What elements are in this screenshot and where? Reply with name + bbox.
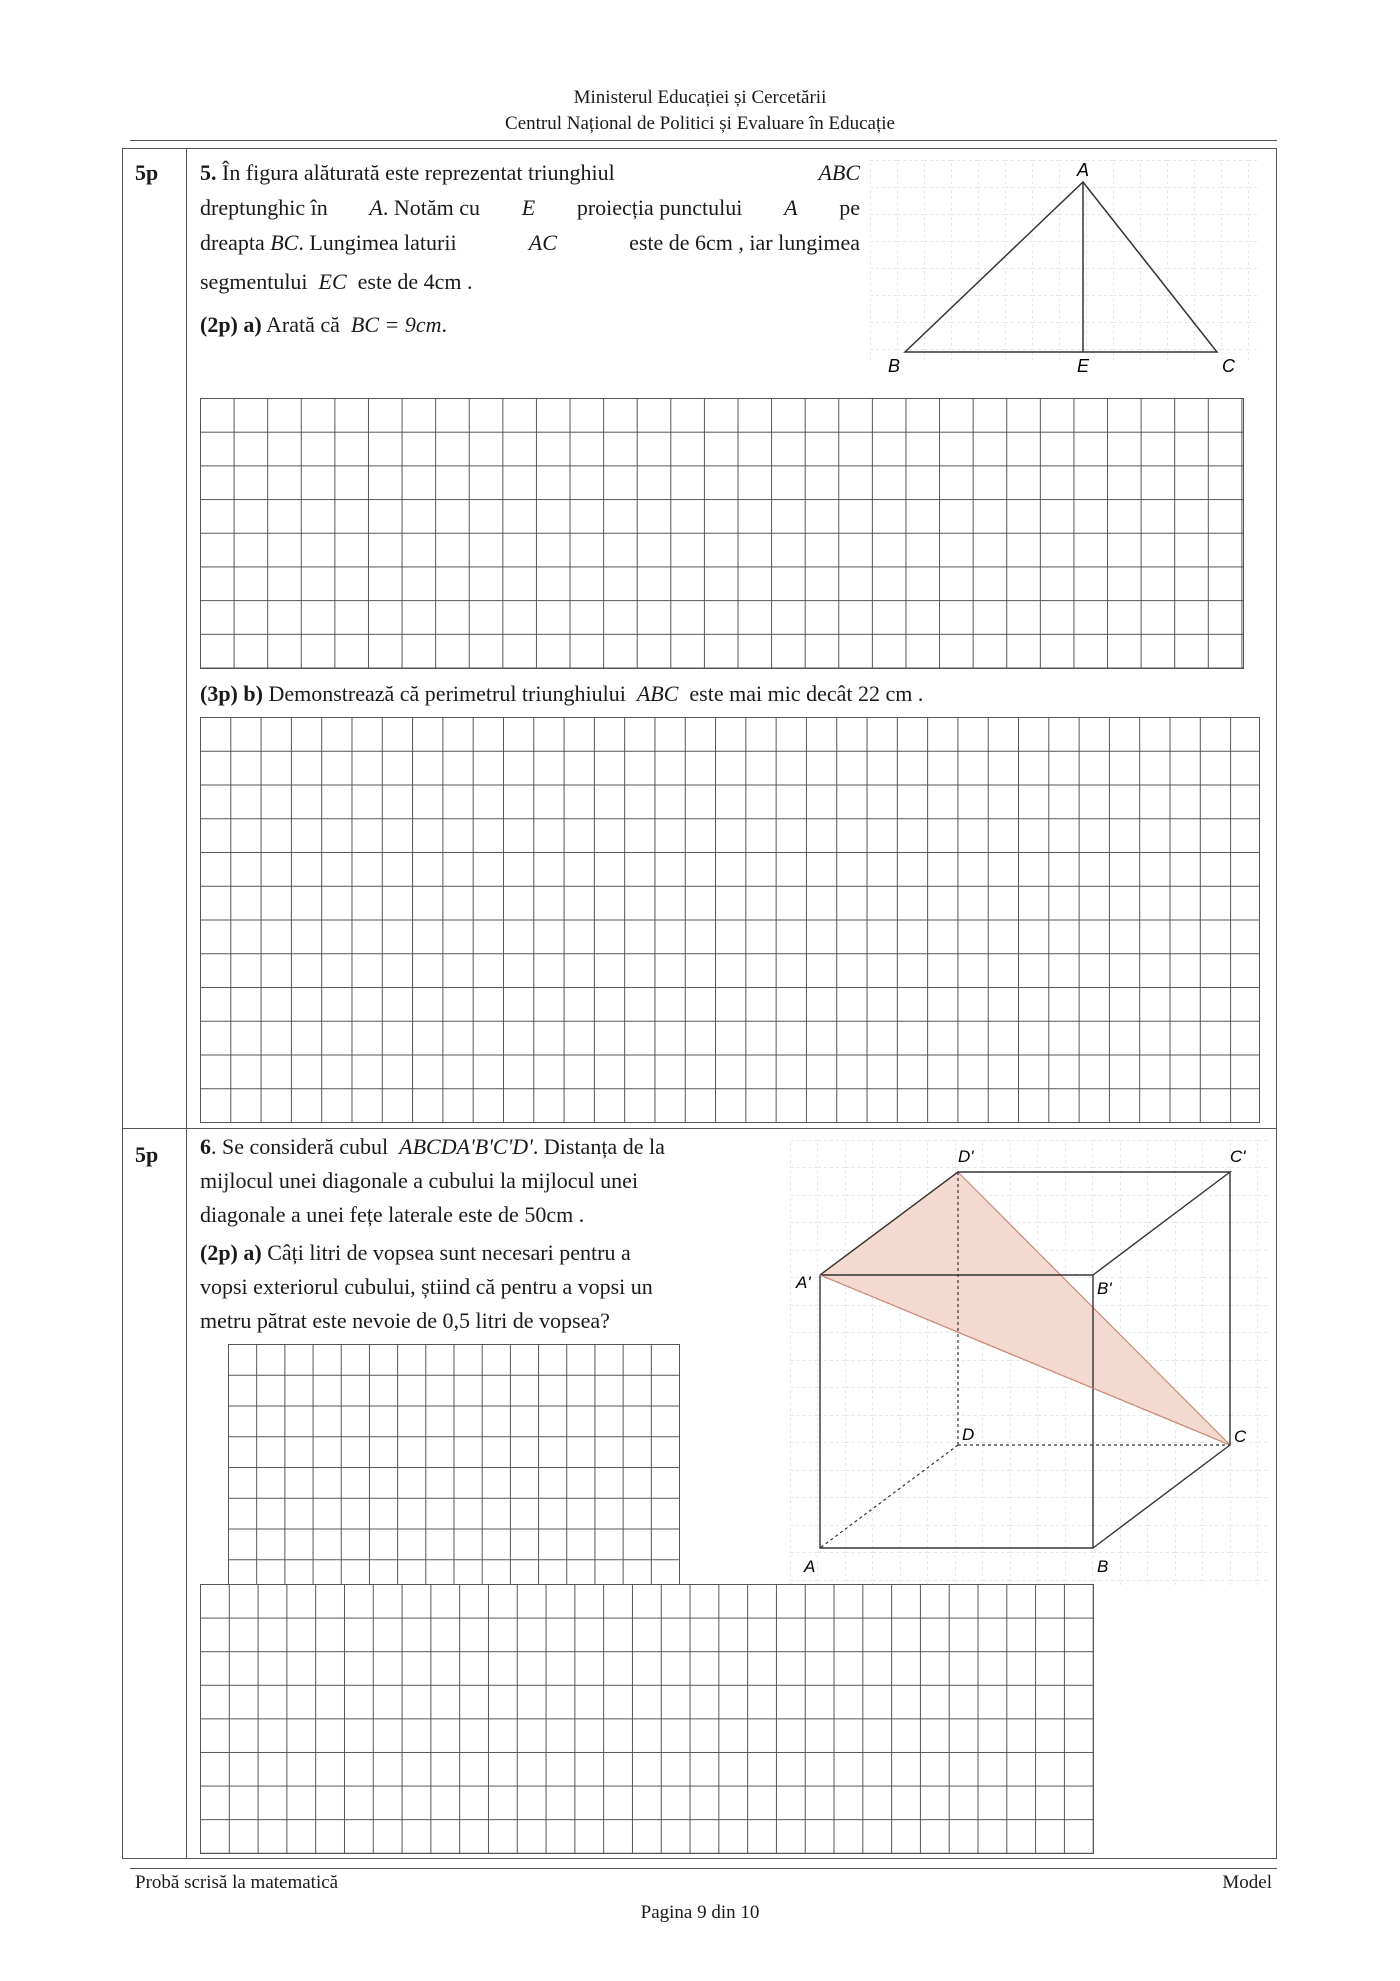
label-b: B	[1097, 1557, 1109, 1576]
problem6-number: 6	[200, 1134, 211, 1159]
problem6-part-a	[200, 1236, 780, 1270]
part-label: b)	[243, 681, 263, 706]
part-points: (3p)	[200, 681, 238, 706]
part-label: a)	[243, 312, 262, 337]
p5-math: E	[521, 195, 536, 220]
label-e: E	[1077, 356, 1090, 376]
problem5-part-a	[200, 307, 860, 342]
header-rule	[130, 140, 1277, 141]
part-text: Demonstrează că perimetrul triunghiului	[268, 681, 626, 706]
points-column-divider	[186, 148, 187, 1859]
footer-model: Model	[1222, 1872, 1272, 1893]
label-d: D	[962, 1425, 975, 1444]
label-b: B	[888, 356, 901, 376]
p5-math: A	[784, 195, 798, 220]
part-math: ABC	[636, 681, 679, 706]
problem5-statement	[200, 155, 860, 342]
part-math: BC = 9cm	[350, 312, 442, 337]
p6-text: diagonale a unei fețe laterale este de 50cm .	[200, 1202, 585, 1227]
label-a: A	[804, 1557, 816, 1576]
label-b1: B'	[1097, 1279, 1112, 1298]
triangle-figure	[870, 160, 1260, 380]
p5-math: BC	[270, 230, 299, 255]
part-label: a)	[243, 1240, 262, 1265]
p5-text: . Lungimea laturii	[298, 230, 457, 255]
problem5-number: 5.	[200, 160, 217, 185]
p5-math: A	[369, 195, 383, 220]
part-points: (2p)	[200, 312, 238, 337]
p5-text: este de 6cm , iar lungimea	[629, 230, 860, 255]
p5-text: proiecția punctului	[576, 195, 743, 220]
label-a: A	[1077, 160, 1090, 180]
label-c: C	[1234, 1427, 1247, 1446]
answer-grid-6a-top[interactable]	[228, 1344, 680, 1591]
answer-grid-6a-bottom[interactable]	[200, 1584, 1094, 1854]
label-c: C	[1222, 356, 1235, 376]
page-number: Pagina 9 din 10	[640, 1902, 760, 1923]
problem6-points: 5p	[135, 1142, 159, 1167]
footer-rule	[130, 1868, 1277, 1869]
problem5-points: 5p	[135, 160, 159, 185]
p5-math: EC	[318, 269, 347, 294]
cube-figure	[790, 1140, 1270, 1585]
footer-exam-name: Probă scrisă la matematică	[135, 1872, 339, 1893]
p6-math: ABCDA'B'C'D'	[399, 1134, 533, 1159]
problem5-part-b	[200, 676, 1260, 711]
part-text: este mai mic decât 22 cm .	[689, 681, 924, 706]
answer-grid-5b[interactable]	[200, 717, 1260, 1123]
label-d1: D'	[958, 1147, 974, 1166]
p5-text: . Notăm cu	[382, 195, 480, 220]
answer-grid-5a[interactable]	[200, 398, 1244, 669]
row-divider	[122, 1128, 1277, 1129]
part-text: metru pătrat este nevoie de 0,5 litri de vopsea?	[200, 1308, 610, 1333]
p5-text: pe	[839, 195, 860, 220]
p5-math: AC	[528, 230, 557, 255]
label-c1: C'	[1230, 1147, 1246, 1166]
problem6-statement	[200, 1130, 780, 1338]
part-text: Arată că	[266, 312, 340, 337]
header-center: Centrul Național de Politici și Evaluare în Educație	[505, 113, 895, 134]
part-text: .	[441, 312, 448, 337]
label-a1: A'	[796, 1273, 811, 1292]
p6-text: . Distanța de la	[532, 1134, 665, 1159]
part-points: (2p)	[200, 1240, 238, 1265]
part-text: Câți litri de vopsea sunt necesari pentru a	[267, 1240, 631, 1265]
p5-math: ABC	[818, 160, 860, 185]
p5-text: este de 4cm .	[357, 269, 473, 294]
p6-text: mijlocul unei diagonale a cubului la mijlocul unei	[200, 1168, 639, 1193]
p6-text: . Se consideră cubul	[211, 1134, 389, 1159]
p5-text: În figura alăturată este reprezentat triunghiul	[222, 160, 615, 185]
p5-text: dreapta	[200, 230, 265, 255]
p5-text: segmentului	[200, 269, 308, 294]
header-ministry: Ministerul Educației și Cercetării	[573, 87, 827, 108]
p5-text: dreptunghic în	[200, 195, 328, 220]
part-text: vopsi exteriorul cubului, știind că pentru a vopsi un	[200, 1274, 653, 1299]
